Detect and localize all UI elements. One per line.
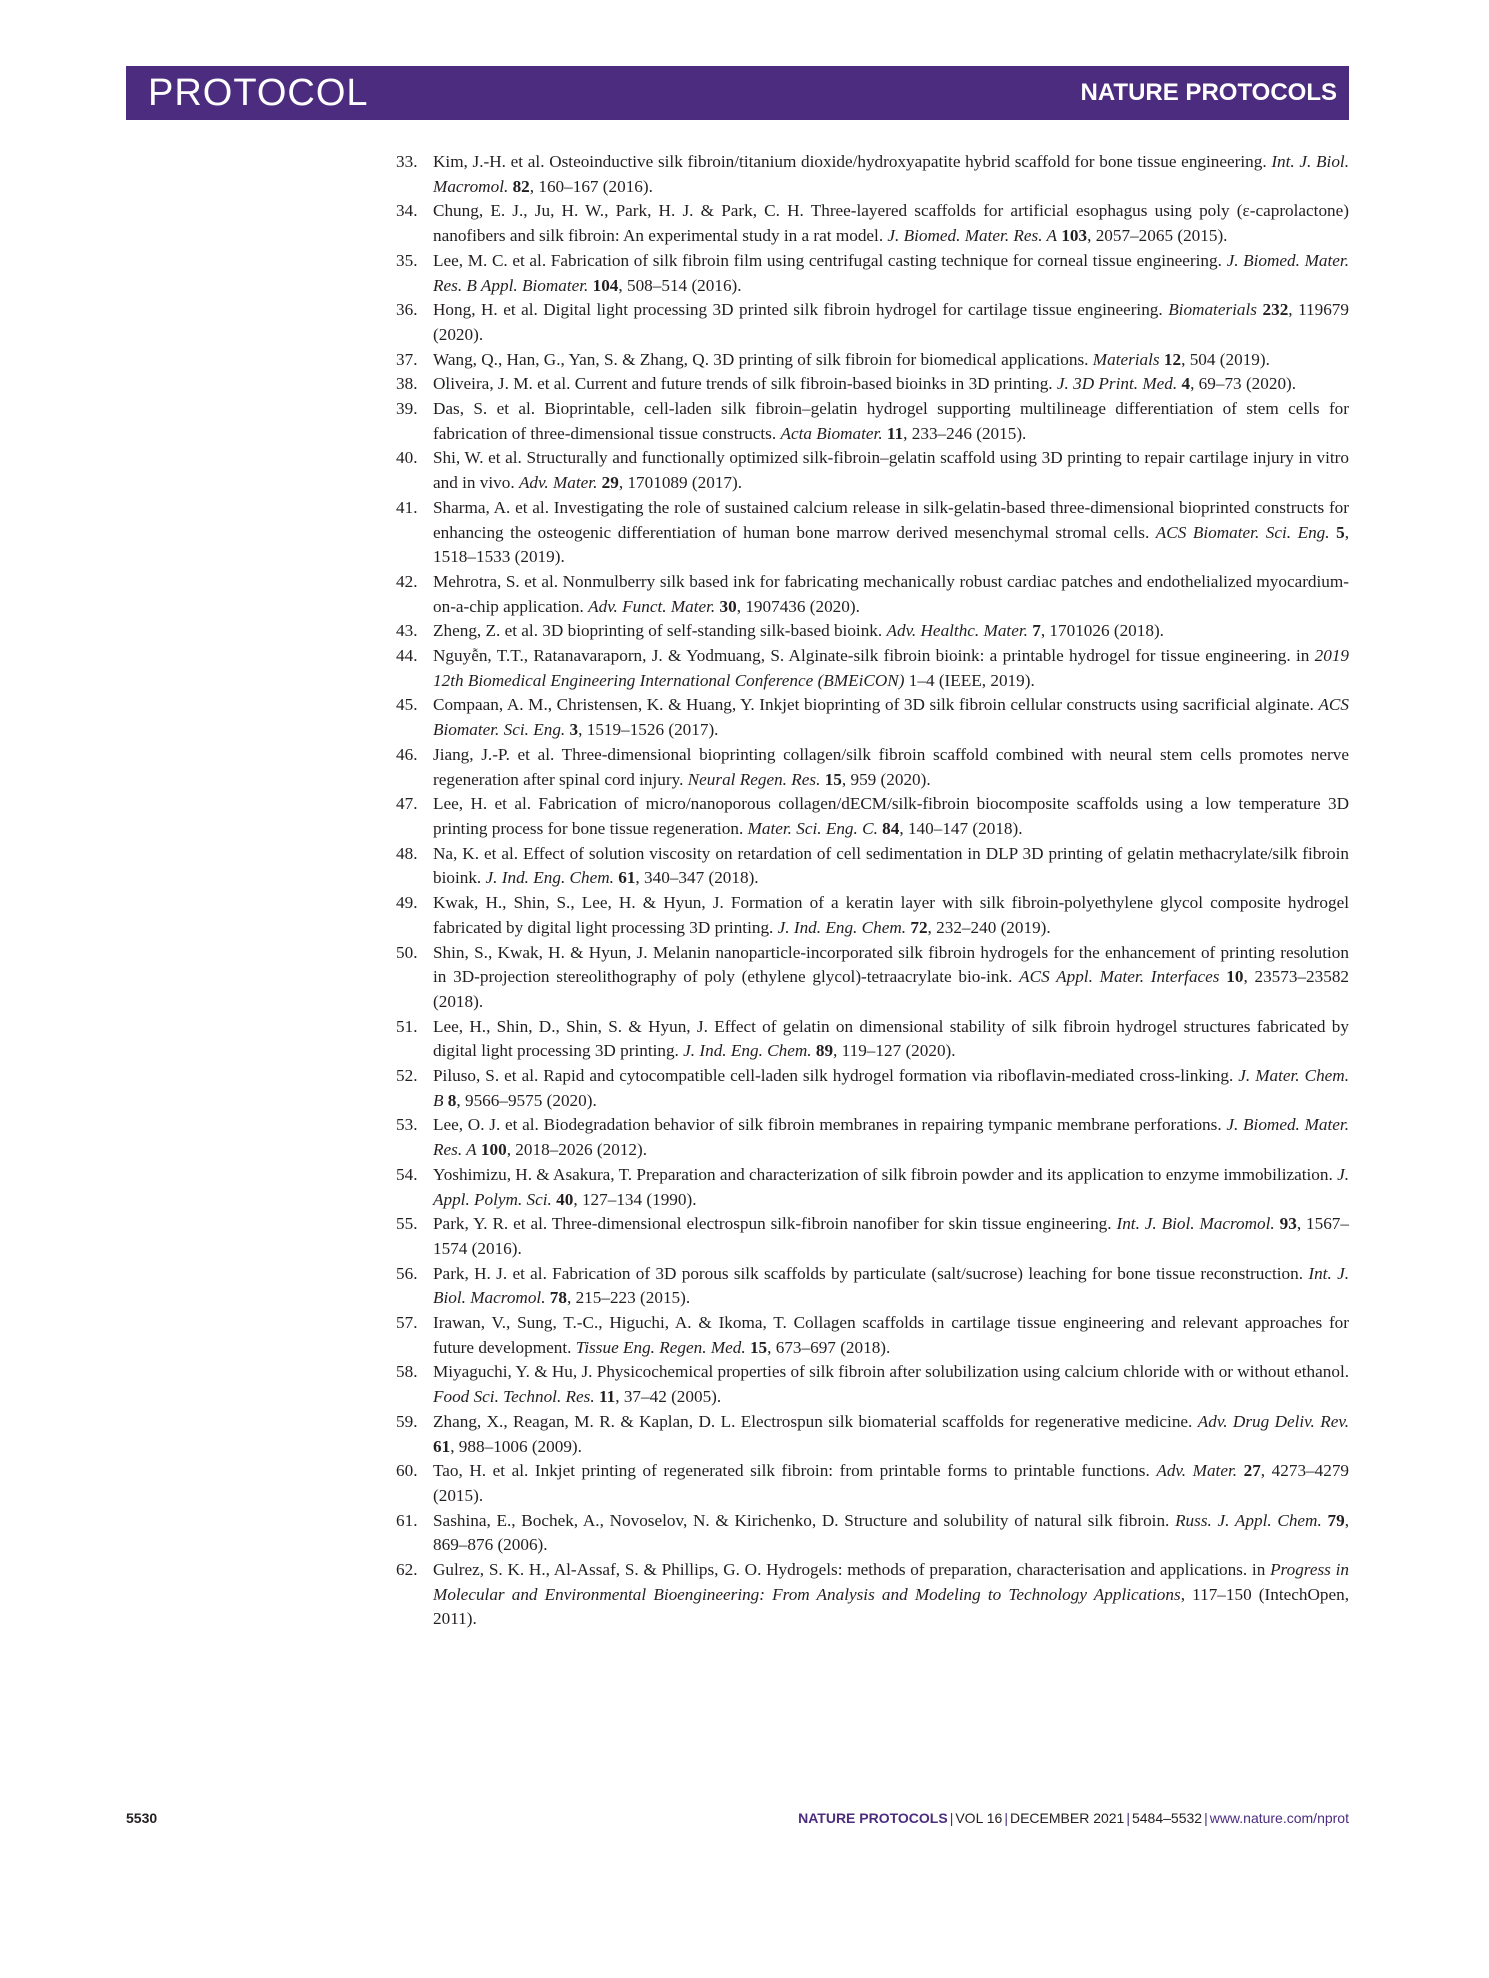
reference-text: Das, S. et al. Bioprintable, cell-laden silk fibroin–gelatin hydrogel supporting multilineage differentiation of stem cells for fabrication of three-dimensional tissue constructs.	[433, 399, 1349, 443]
reference-item	[396, 1459, 1349, 1508]
footer-url-link[interactable]: www.nature.com/nprot	[1209, 1810, 1349, 1826]
journal-title: Int. J. Biol. Macromol.	[433, 152, 1349, 196]
footer	[126, 1808, 1349, 1828]
volume-number: 100	[480, 1140, 507, 1160]
reference-item	[396, 1163, 1349, 1212]
reference-number: 62.	[396, 1560, 418, 1580]
reference-item	[396, 150, 1349, 199]
reference-text: Lee, O. J. et al. Biodegradation behavior of silk fibroin membranes in repairing tympanic membrane perforations.	[433, 1115, 1227, 1135]
journal-title: 2019 12th Biomedical Engineering International Conference (BMEiCON)	[433, 646, 1349, 690]
volume-number: 79	[1327, 1510, 1345, 1530]
page-number: 5530	[126, 1810, 158, 1826]
reference-text: Kwak, H., Shin, S., Lee, H. & Hyun, J. Formation of a keratin layer with silk fibroin-polyethylene glycol composite hydrogel fabricated by digital light processing 3D printing.	[433, 893, 1349, 937]
reference-number: 34.	[396, 201, 418, 221]
reference-text: Kim, J.-H. et al. Osteoinductive silk fibroin/titanium dioxide/hydroxyapatite hybrid scaffold for bone tissue engineering.	[433, 152, 1272, 171]
volume-number: 72	[910, 917, 928, 937]
reference-number: 37.	[396, 349, 418, 369]
journal-title: Int. J. Biol. Macromol.	[433, 1263, 1349, 1308]
section-label: PROTOCOL	[148, 72, 369, 114]
footer-separator: |	[949, 1810, 954, 1826]
reference-number: 58.	[396, 1362, 418, 1382]
journal-title: ACS Biomater. Sci. Eng.	[1155, 522, 1330, 542]
reference-item	[396, 743, 1349, 792]
reference-number: 51.	[396, 1016, 418, 1036]
reference-number: 50.	[396, 942, 418, 962]
volume-number: 15	[749, 1337, 768, 1357]
reference-number: 47.	[396, 794, 418, 814]
journal-title: Adv. Funct. Mater.	[588, 596, 716, 616]
reference-text: Hong, H. et al. Digital light processing 3D printed silk fibroin hydrogel for cartilage tissue engineering.	[433, 300, 1169, 320]
reference-text: Lee, H. et al. Fabrication of micro/nanoporous collagen/dECM/silk-fibroin biocomposite scaffolds using a low temperature 3D printing process for bone tissue regeneration.	[433, 794, 1349, 838]
reference-text: , 37–42 (2005).	[615, 1387, 722, 1407]
reference-text: Wang, Q., Han, G., Yan, S. & Zhang, Q. 3D printing of silk fibroin for biomedical applications.	[433, 349, 1093, 369]
volume-number: 61	[433, 1436, 451, 1456]
reference-text: Shi, W. et al. Structurally and functionally optimized silk-fibroin–gelatin scaffold using 3D printing to repair cartilage injury in vitro and in vivo.	[433, 448, 1349, 493]
reference-text: Nguyễn, T.T., Ratanavaraporn, J. & Yodmuang, S. Alginate-silk fibroin bioink: a printable hydrogel for tissue engineering. in	[433, 646, 1315, 666]
volume-number: 61	[618, 868, 636, 888]
reference-item	[396, 1212, 1349, 1261]
reference-text: , 4273–4279 (2015).	[433, 1461, 1350, 1505]
reference-item	[396, 1360, 1349, 1409]
reference-item	[396, 348, 1349, 373]
journal-title: Biomaterials	[1168, 300, 1257, 320]
volume-number: 29	[601, 473, 619, 493]
reference-text: , 1907436 (2020).	[736, 596, 860, 616]
volume-number: 27	[1243, 1461, 1261, 1481]
reference-item	[396, 446, 1349, 495]
reference-text: , 127–134 (1990).	[573, 1189, 697, 1209]
reference-item	[396, 1311, 1349, 1360]
reference-text: , 869–876 (2006).	[433, 1510, 1349, 1555]
reference-text: , 2018–2026 (2012).	[506, 1140, 648, 1160]
reference-number: 52.	[396, 1066, 418, 1086]
journal-name: NATURE PROTOCOLS	[1080, 79, 1337, 106]
journal-title: Int. J. Biol. Macromol.	[1116, 1214, 1275, 1234]
reference-text: , 9566–9575 (2020).	[456, 1090, 597, 1110]
volume-number: 4	[1181, 374, 1191, 394]
reference-number: 48.	[396, 843, 418, 863]
reference-number: 56.	[396, 1263, 418, 1283]
reference-text: , 1701089 (2017).	[618, 473, 743, 493]
volume-number: 7	[1032, 621, 1041, 641]
footer-citation	[798, 1808, 1349, 1828]
volume-number: 82	[512, 176, 530, 196]
reference-text: , 140–147 (2018).	[899, 818, 1023, 838]
journal-title: J. Biomed. Mater. Res. A	[887, 226, 1058, 246]
reference-text: Irawan, V., Sung, T.-C., Higuchi, A. & Ikoma, T. Collagen scaffolds in cartilage tissue engineering and relevant approaches for future development.	[433, 1313, 1349, 1357]
reference-number: 49.	[396, 893, 418, 913]
reference-text: , 504 (2019).	[1181, 349, 1270, 369]
reference-text: Lee, H., Shin, D., Shin, S. & Hyun, J. Effect of gelatin on dimensional stability of silk fibroin hydrogel structures fabricated by digital light processing 3D printing.	[433, 1016, 1349, 1061]
reference-number: 41.	[396, 497, 418, 517]
reference-text: , 69–73 (2020).	[1190, 374, 1297, 394]
reference-item	[396, 570, 1349, 619]
reference-text: Tao, H. et al. Inkjet printing of regenerated silk fibroin: from printable forms to printable functions.	[433, 1461, 1157, 1481]
reference-text: Compaan, A. M., Christensen, K. & Huang, Y. Inkjet bioprinting of 3D silk fibroin cellular constructs using sacrificial alginate.	[433, 695, 1319, 715]
journal-title: J. Biomed. Mater. Res. B Appl. Biomater.	[433, 250, 1349, 295]
reference-item	[396, 1410, 1349, 1459]
reference-item	[396, 1558, 1349, 1632]
reference-text: Shin, S., Kwak, H. & Hyun, J. Melanin nanoparticle-incorporated silk fibroin hydrogels for the enhancement of printing resolution in 3D-projection stereolithography of poly (ethylene glycol)-tetraacrylate bio-ink.	[433, 942, 1349, 987]
reference-text: , 232–240 (2019).	[927, 917, 1051, 937]
volume-number: 40	[556, 1189, 574, 1209]
volume-number: 104	[592, 275, 619, 295]
reference-number: 61.	[396, 1510, 418, 1530]
journal-title: J. 3D Print. Med.	[1056, 374, 1178, 394]
reference-item	[396, 1064, 1349, 1113]
reference-text: , 119–127 (2020).	[833, 1041, 956, 1061]
reference-item	[396, 372, 1349, 397]
reference-text: , 673–697 (2018).	[767, 1337, 891, 1357]
reference-item	[396, 891, 1349, 940]
journal-title: Food Sci. Technol. Res.	[433, 1387, 595, 1407]
reference-number: 36.	[396, 300, 418, 320]
reference-item	[396, 1509, 1349, 1558]
journal-title: J. Ind. Eng. Chem.	[485, 868, 614, 888]
journal-title: J. Mater. Chem. B	[433, 1066, 1350, 1110]
reference-number: 43.	[396, 621, 418, 641]
footer-pages: 5484–5532	[1131, 1810, 1203, 1826]
volume-number: 93	[1279, 1214, 1297, 1234]
reference-text: , 119679 (2020).	[433, 300, 1349, 344]
reference-item	[396, 298, 1349, 347]
journal-title: Russ. J. Appl. Chem.	[1175, 1510, 1322, 1530]
reference-number: 38.	[396, 374, 418, 394]
reference-number: 40.	[396, 448, 418, 468]
reference-text: , 1567–1574 (2016).	[433, 1214, 1349, 1258]
reference-text: Park, H. J. et al. Fabrication of 3D porous silk scaffolds by particulate (salt/sucrose) leaching for bone tissue reconstruction.	[433, 1263, 1309, 1283]
volume-number: 5	[1336, 522, 1345, 542]
journal-title: J. Appl. Polym. Sci.	[433, 1164, 1349, 1209]
reference-number: 46.	[396, 744, 418, 764]
reference-text: Piluso, S. et al. Rapid and cytocompatible cell-laden silk hydrogel formation via riboflavin-mediated cross-linking.	[433, 1066, 1239, 1086]
reference-item	[396, 199, 1349, 248]
journal-title: Progress in Molecular and Environmental Bioengineering: From Analysis and Modeling to Technology Applications	[433, 1560, 1349, 1604]
journal-title: Adv. Drug Deliv. Rev.	[1197, 1411, 1350, 1431]
reference-text: , 215–223 (2015).	[566, 1288, 691, 1308]
journal-title: ACS Appl. Mater. Interfaces	[1019, 967, 1220, 987]
reference-list	[396, 150, 1349, 1632]
reference-number: 55.	[396, 1214, 418, 1234]
header-bar	[126, 66, 1349, 120]
journal-title: Mater. Sci. Eng. C.	[747, 818, 878, 838]
reference-number: 44.	[396, 646, 418, 666]
footer-separator: |	[1204, 1810, 1208, 1826]
journal-title: Neural Regen. Res.	[687, 769, 821, 789]
reference-text: , 1519–1526 (2017).	[578, 720, 719, 740]
reference-text: Miyaguchi, Y. & Hu, J. Physicochemical properties of silk fibroin after solubilization using calcium chloride with or without ethanol.	[433, 1362, 1350, 1382]
reference-item	[396, 1262, 1349, 1311]
reference-number: 57.	[396, 1313, 418, 1333]
reference-text: , 2057–2065 (2015).	[1087, 226, 1228, 246]
journal-title: Acta Biomater.	[780, 423, 883, 443]
footer-separator: |	[1126, 1810, 1130, 1826]
journal-title: ACS Biomater. Sci. Eng.	[433, 695, 1349, 740]
journal-title: J. Biomed. Mater. Res. A	[433, 1115, 1349, 1160]
reference-text: , 1701026 (2018).	[1040, 621, 1164, 641]
reference-text: , 959 (2020).	[841, 769, 931, 789]
reference-text: Mehrotra, S. et al. Nonmulberry silk based ink for fabricating mechanically robust cardiac patches and endothelialized myocardium-on-a-chip application.	[433, 571, 1349, 616]
footer-date: DECEMBER 2021	[1009, 1810, 1125, 1826]
reference-number: 42.	[396, 571, 418, 591]
footer-volume: VOL 16	[955, 1810, 1003, 1826]
volume-number: 12	[1163, 349, 1182, 369]
reference-text: , 340–347 (2018).	[635, 868, 759, 888]
reference-text: Zheng, Z. et al. 3D bioprinting of self-standing silk-based bioink.	[433, 621, 887, 641]
volume-number: 78	[549, 1288, 567, 1308]
reference-item	[396, 1015, 1349, 1064]
reference-item	[396, 644, 1349, 693]
reference-item	[396, 619, 1349, 644]
volume-number: 103	[1061, 226, 1088, 246]
reference-text: , 160–167 (2016).	[529, 176, 653, 196]
volume-number: 11	[886, 423, 904, 443]
reference-item	[396, 249, 1349, 298]
journal-title: J. Ind. Eng. Chem.	[683, 1041, 812, 1061]
reference-item	[396, 693, 1349, 742]
reference-text: Jiang, J.-P. et al. Three-dimensional bioprinting collagen/silk fibroin scaffold combined with neural stem cells promotes nerve regeneration after spinal cord injury.	[433, 744, 1349, 789]
volume-number: 232	[1262, 300, 1289, 320]
reference-text: , 117–150 (IntechOpen, 2011).	[433, 1584, 1349, 1629]
reference-text: Park, Y. R. et al. Three-dimensional electrospun silk-fibroin nanofiber for skin tissue engineering.	[433, 1214, 1117, 1234]
reference-text: , 508–514 (2016).	[618, 275, 742, 295]
journal-title: Adv. Mater.	[518, 473, 598, 493]
reference-text: , 23573–23582 (2018).	[433, 967, 1350, 1011]
reference-number: 35.	[396, 250, 418, 270]
reference-number: 59.	[396, 1411, 418, 1431]
journal-title: Materials	[1092, 349, 1160, 369]
reference-number: 53.	[396, 1115, 418, 1135]
volume-number: 11	[598, 1387, 616, 1407]
reference-text: Zhang, X., Reagan, M. R. & Kaplan, D. L. Electrospun silk biomaterial scaffolds for regenerative medicine.	[433, 1411, 1198, 1431]
journal-title: Adv. Mater.	[1156, 1461, 1238, 1481]
reference-text: Sashina, E., Bochek, A., Novoselov, N. & Kirichenko, D. Structure and solubility of natural silk fibroin.	[433, 1510, 1176, 1530]
journal-title: Tissue Eng. Regen. Med.	[575, 1337, 746, 1357]
reference-text: Chung, E. J., Ju, H. W., Park, H. J. & Park, C. H. Three-layered scaffolds for artificial esophagus using poly (ε-caprolactone) nanofibers and silk fibroin: An experimental study in a rat model.	[433, 201, 1349, 246]
reference-text: Na, K. et al. Effect of solution viscosity on retardation of cell sedimentation in DLP 3D printing of gelatin methacrylate/silk fibroin bioink.	[433, 843, 1349, 888]
reference-number: 45.	[396, 695, 418, 715]
volume-number: 30	[719, 596, 737, 616]
volume-number: 15	[824, 769, 842, 789]
footer-journal: NATURE PROTOCOLS	[798, 1810, 948, 1826]
reference-item	[396, 941, 1349, 1015]
volume-number: 8	[447, 1090, 457, 1110]
reference-item	[396, 1113, 1349, 1162]
reference-text: Lee, M. C. et al. Fabrication of silk fibroin film using centrifugal casting technique for corneal tissue engineering.	[433, 250, 1227, 270]
reference-text: Oliveira, J. M. et al. Current and future trends of silk fibroin-based bioinks in 3D printing.	[433, 374, 1057, 394]
journal-title: J. Ind. Eng. Chem.	[777, 917, 907, 937]
volume-number: 10	[1226, 967, 1244, 987]
reference-item	[396, 842, 1349, 891]
reference-item	[396, 496, 1349, 570]
journal-title: Adv. Healthc. Mater.	[886, 621, 1028, 641]
reference-text: , 233–246 (2015).	[903, 423, 1027, 443]
reference-number: 39.	[396, 399, 418, 419]
reference-number: 33.	[396, 152, 418, 171]
reference-text: , 1518–1533 (2019).	[433, 522, 1349, 567]
volume-number: 89	[815, 1041, 834, 1061]
volume-number: 84	[882, 818, 900, 838]
reference-text: Yoshimizu, H. & Asakura, T. Preparation and characterization of silk fibroin powder and its application to enzyme immobilization.	[433, 1164, 1338, 1184]
footer-separator: |	[1004, 1810, 1008, 1826]
reference-item	[396, 397, 1349, 446]
reference-text: 1–4 (IEEE, 2019).	[904, 670, 1035, 690]
reference-text	[1237, 1461, 1244, 1480]
reference-text: Gulrez, S. K. H., Al-Assaf, S. & Phillips, G. O. Hydrogels: methods of preparation, characterisation and applications. in	[433, 1560, 1271, 1580]
reference-text: , 988–1006 (2009).	[450, 1436, 582, 1456]
reference-text: Sharma, A. et al. Investigating the role of sustained calcium release in silk-gelatin-based three-dimensional bioprinted constructs for enhancing the osteogenic differentiation of human bone marrow derived mesenchymal stromal cells.	[433, 497, 1349, 542]
reference-number: 60.	[396, 1461, 418, 1481]
volume-number: 3	[569, 720, 579, 740]
reference-number: 54.	[396, 1164, 418, 1184]
reference-item	[396, 792, 1349, 841]
